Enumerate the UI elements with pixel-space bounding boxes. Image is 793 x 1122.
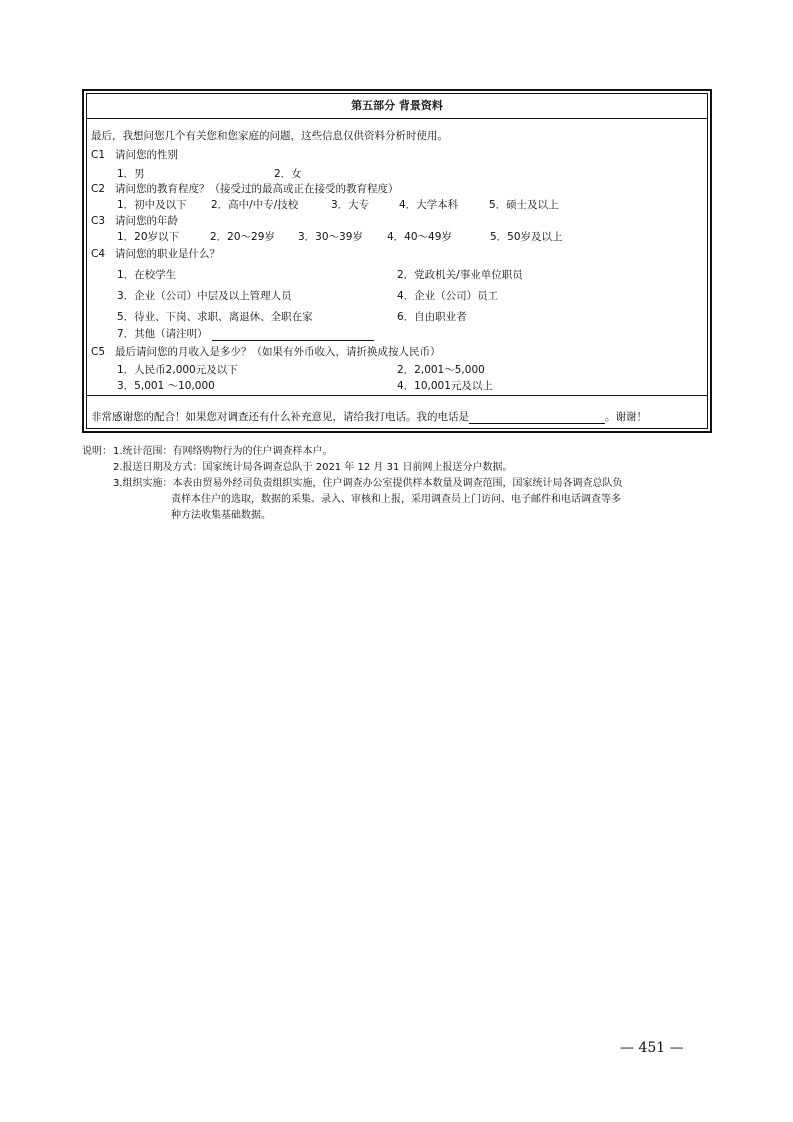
question-text: 最后请问您的月收入是多少？（如果有外币收入，请折换成按人民币） bbox=[115, 346, 441, 358]
options-c3 bbox=[117, 230, 563, 244]
option-edu-3[interactable]: 3．大专 bbox=[331, 199, 370, 211]
thanks-text bbox=[91, 410, 647, 424]
question-code: C3 bbox=[91, 215, 106, 227]
option-job-7[interactable]: 7．其他（请注明） bbox=[117, 328, 208, 340]
option-edu-1[interactable]: 1．初中及以下 bbox=[117, 199, 187, 211]
question-text: 请问您的性别 bbox=[115, 149, 178, 161]
options-c4-row2 bbox=[117, 289, 498, 303]
page-number: — 451 — bbox=[620, 1040, 684, 1056]
intro-text: 最后，我想问您几个有关您和您家庭的问题，这些信息仅供资料分析时使用。 bbox=[91, 130, 448, 142]
options-c4-row3 bbox=[117, 310, 467, 324]
note-item-2: 2.报送日期及方式：国家统计局各调查总队于 2021 年 12 月 31 日前网上报送分户数据。 bbox=[113, 462, 513, 473]
option-male[interactable]: 1．男 bbox=[117, 168, 145, 180]
option-age-5[interactable]: 5．50岁及以上 bbox=[490, 231, 563, 243]
options-c1 bbox=[117, 167, 302, 181]
question-code: C5 bbox=[91, 346, 106, 358]
options-c2 bbox=[117, 198, 559, 212]
question-text: 请问您的年龄 bbox=[115, 215, 178, 227]
thanks-suffix: 。谢谢！ bbox=[605, 411, 647, 423]
question-c4 bbox=[91, 247, 220, 261]
note-item-1: 1.统计范围：有网络购物行为的住户调查样本户。 bbox=[113, 446, 333, 457]
option-job-2[interactable]: 2．党政机关/事业单位职员 bbox=[397, 269, 523, 281]
option-edu-4[interactable]: 4．大学本科 bbox=[399, 199, 459, 211]
note-item-3-cont: 责样本住户的选取，数据的采集、录入、审核和上报，采用调查员上门访问、电子邮件和电话调查等多 bbox=[171, 494, 621, 505]
option-edu-2[interactable]: 2．高中/中专/技校 bbox=[211, 199, 299, 211]
option-income-2[interactable]: 2．2,001～5,000 bbox=[397, 364, 485, 376]
options-c5-row2 bbox=[117, 379, 493, 393]
section-title: 第五部分 背景资料 bbox=[87, 94, 707, 119]
survey-table-inner bbox=[86, 93, 708, 429]
question-text: 请问您的职业是什么？ bbox=[115, 248, 220, 260]
other-specify-input[interactable] bbox=[212, 329, 374, 341]
option-income-4[interactable]: 4．10,001元及以上 bbox=[397, 380, 493, 392]
question-code: C4 bbox=[91, 248, 106, 260]
survey-table bbox=[82, 89, 712, 433]
question-code: C2 bbox=[91, 183, 106, 195]
option-job-5[interactable]: 5．待业、下岗、求职、离退休、全职在家 bbox=[117, 311, 313, 323]
options-c4-row4 bbox=[117, 327, 374, 341]
thanks-prefix: 非常感谢您的配合！如果您对调查还有什么补充意见，请给我打电话。我的电话是 bbox=[91, 411, 469, 423]
option-job-4[interactable]: 4．企业（公司）员工 bbox=[397, 290, 499, 302]
option-edu-5[interactable]: 5．硕士及以上 bbox=[489, 199, 559, 211]
option-age-4[interactable]: 4．40～49岁 bbox=[387, 231, 452, 243]
option-income-1[interactable]: 1．人民币2,000元及以下 bbox=[117, 364, 238, 376]
option-female[interactable]: 2．女 bbox=[274, 168, 302, 180]
question-c2 bbox=[91, 182, 399, 196]
option-age-3[interactable]: 3．30～39岁 bbox=[298, 231, 363, 243]
option-income-3[interactable]: 3．5,001 ～10,000 bbox=[117, 380, 215, 392]
option-age-1[interactable]: 1．20岁以下 bbox=[117, 231, 180, 243]
question-c3 bbox=[91, 214, 178, 228]
question-c1 bbox=[91, 148, 178, 162]
option-job-3[interactable]: 3．企业（公司）中层及以上管理人员 bbox=[117, 290, 292, 302]
question-code: C1 bbox=[91, 149, 106, 161]
note-item-3-cont2: 种方法收集基础数据。 bbox=[171, 510, 271, 521]
options-c4-row1 bbox=[117, 268, 523, 282]
options-c5-row1 bbox=[117, 363, 485, 377]
note-item-3: 3.组织实施：本表由贸易外经司负责组织实施，住户调查办公室提供样本数量及调查范围，国家统计局各调查总队负 bbox=[113, 478, 623, 489]
question-text: 请问您的教育程度？（接受过的最高或正在接受的教育程度） bbox=[115, 183, 399, 195]
phone-number-input[interactable] bbox=[469, 412, 605, 424]
survey-body bbox=[87, 119, 707, 395]
option-age-2[interactable]: 2．20～29岁 bbox=[210, 231, 275, 243]
option-job-6[interactable]: 6．自由职业者 bbox=[397, 311, 467, 323]
notes-label: 说明： bbox=[82, 446, 112, 457]
option-job-1[interactable]: 1．在校学生 bbox=[117, 269, 177, 281]
question-c5 bbox=[91, 345, 441, 359]
thanks-footer bbox=[87, 395, 707, 428]
